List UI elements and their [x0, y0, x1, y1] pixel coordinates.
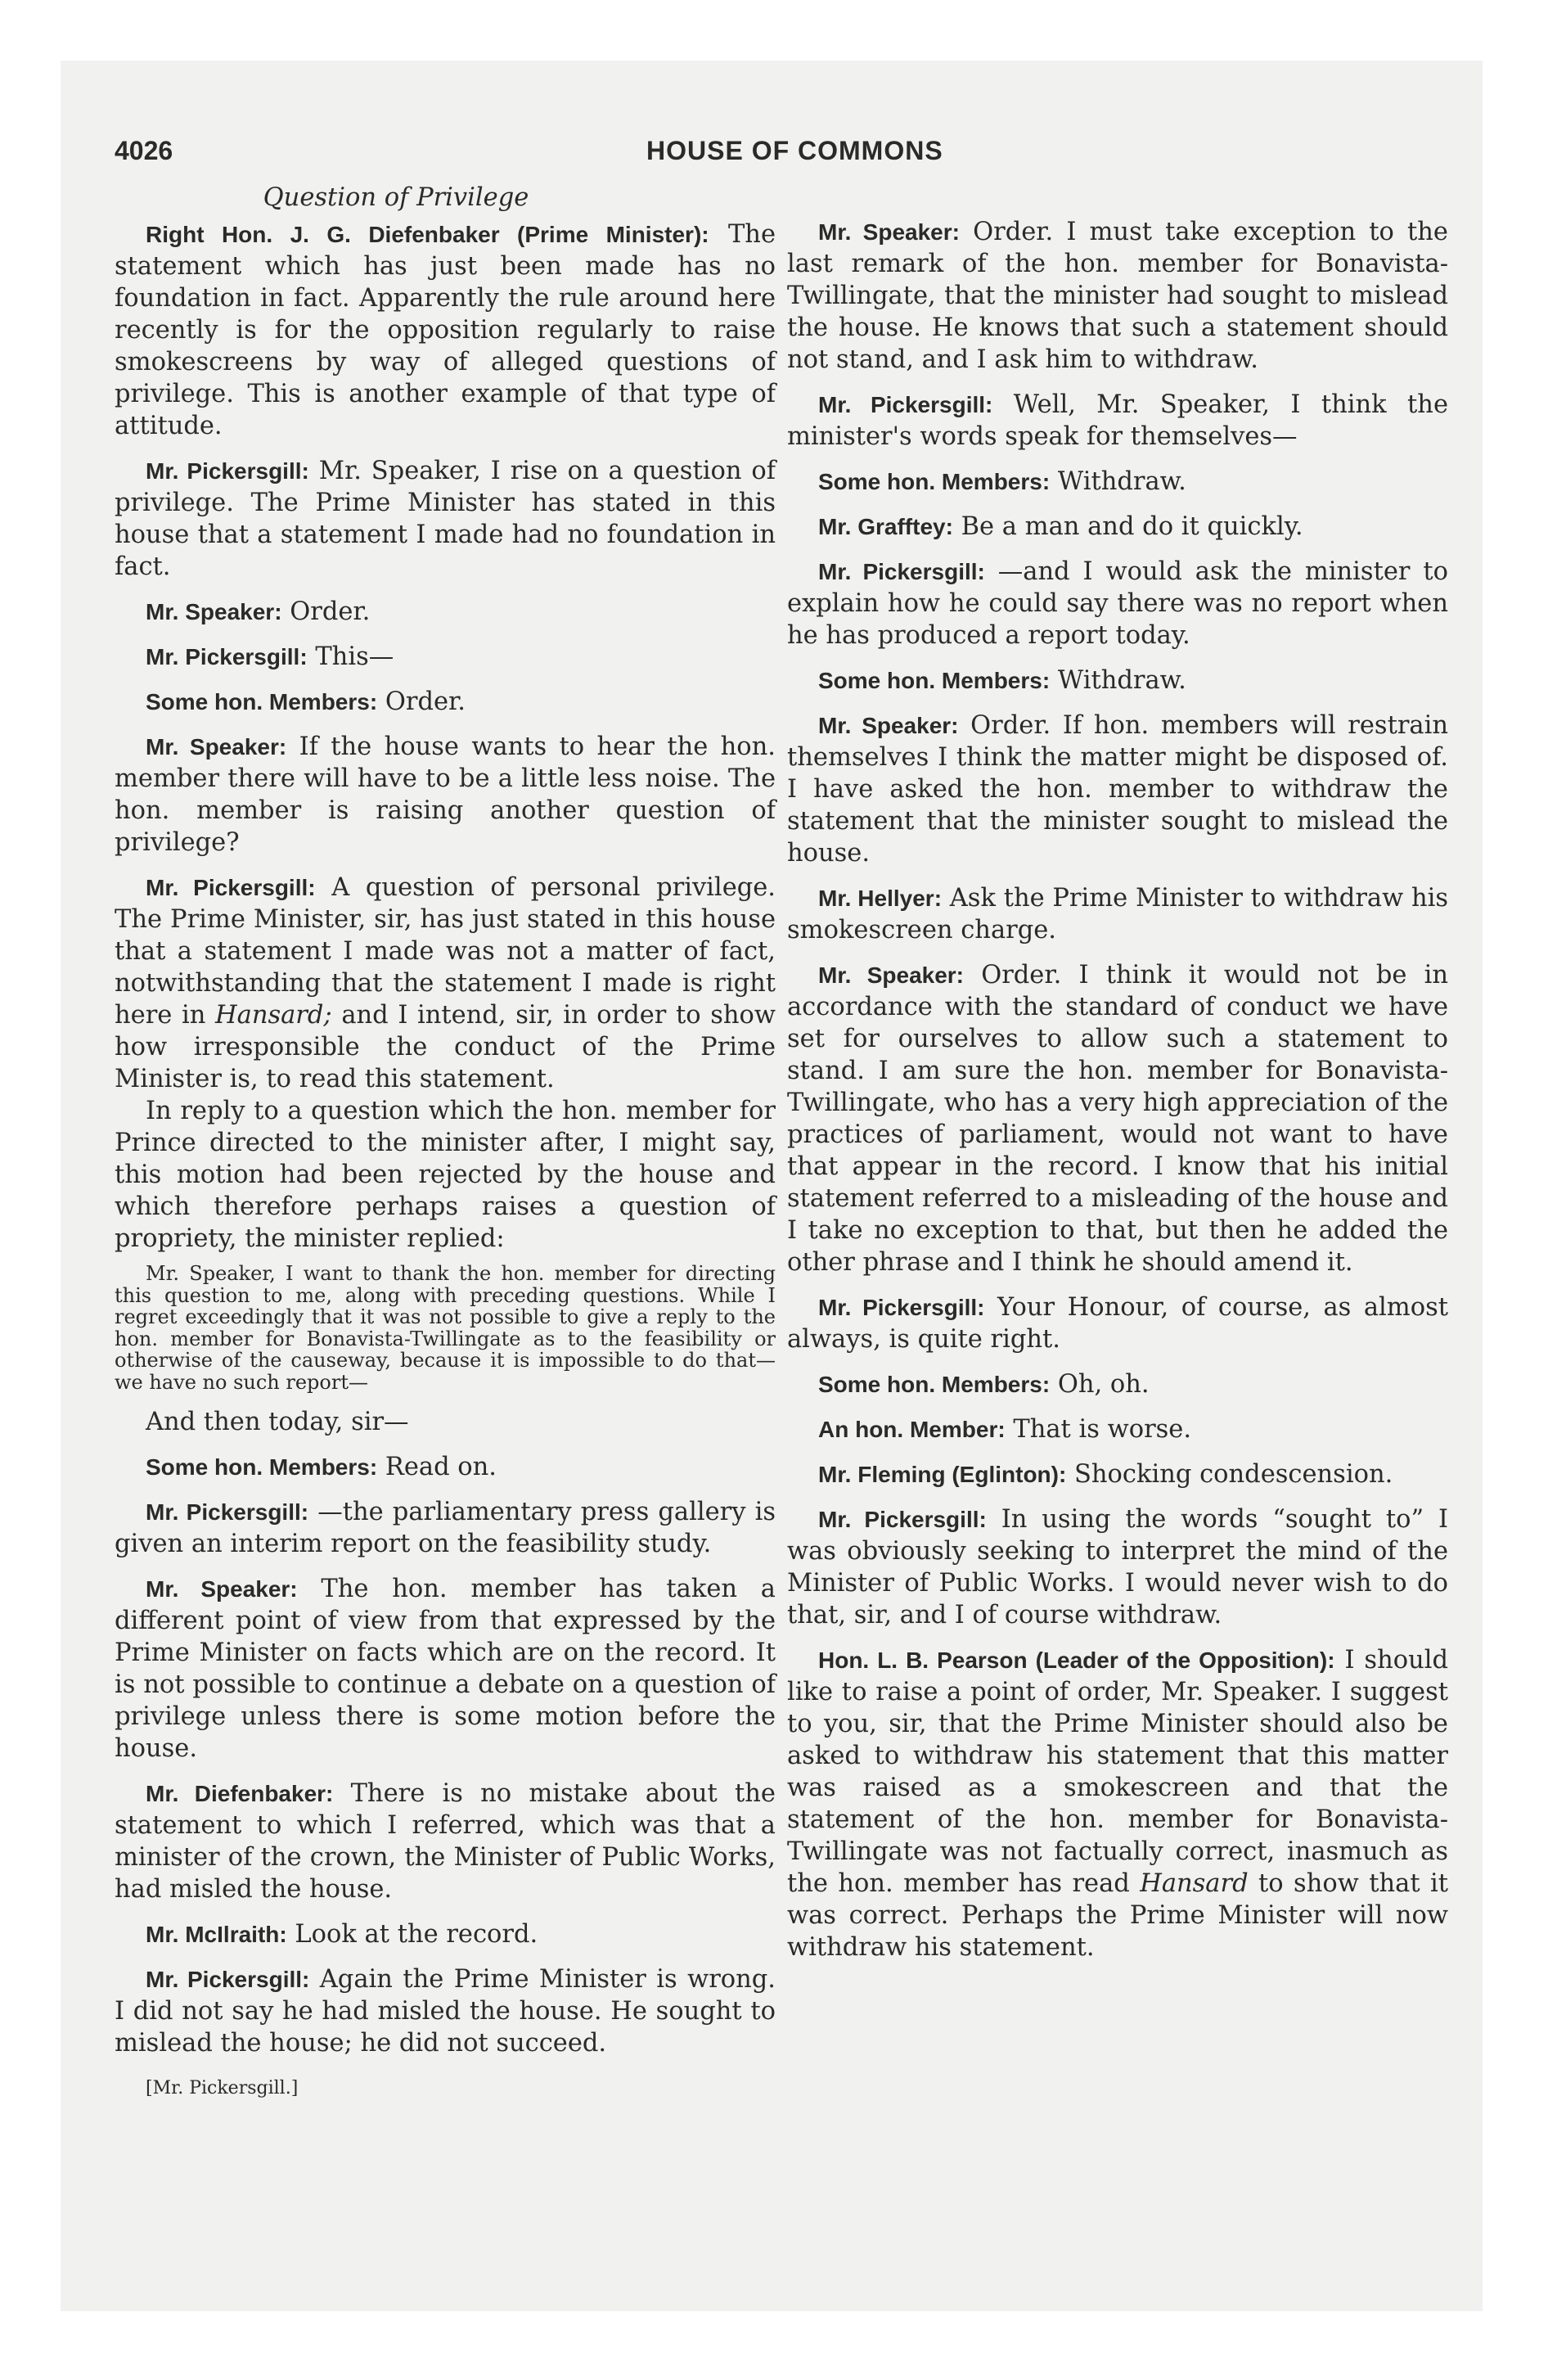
speaker: Mr. Pickersgill: — [146, 1499, 309, 1525]
speech: —the parliamentary press gallery is given an interim report on the feasibility study. — [115, 1498, 776, 1558]
speech: Oh, oh. — [1057, 1370, 1150, 1399]
speaker: Some hon. Members: — [818, 1372, 1051, 1397]
speaker: Mr. Pickersgill: — [146, 1967, 310, 1992]
speech: to show that it was correct. Perhaps the Prime Minister will now withdraw his statement. — [787, 1869, 1449, 1962]
speech: Order. If hon. members will restrain themselves I think the matter might be disposed of. I have asked the hon. member to withdraw the statement that the minister sought to mislead the house. — [787, 711, 1449, 868]
paragraph: In reply to a question which the hon. member for Prince directed to the minister after, I might say, this motion had been rejected by the house and which therefore perhaps raises a question of propriety, the minister replied: — [115, 1097, 776, 1253]
speaker: Mr. Speaker: — [818, 219, 960, 245]
speech: Order. — [385, 687, 466, 716]
hansard-italic: Hansard — [1140, 1869, 1249, 1898]
speech: Your Honour, of course, as almost always, is quite right. — [787, 1293, 1449, 1354]
speech: and I intend, sir, in order to show how irresponsible the conduct of the Prime Minister is, to read this statement. — [115, 1001, 776, 1093]
speaker: Mr. Speaker: — [146, 734, 287, 760]
speaker: Mr. Speaker: — [818, 713, 959, 738]
paragraph — [787, 665, 1448, 696]
paragraph — [115, 1918, 776, 1950]
speaker: Mr. Diefenbaker: — [146, 1781, 334, 1806]
paragraph — [787, 710, 1448, 869]
speech: Read on. — [385, 1453, 497, 1481]
speaker: Mr. Pickersgill: — [818, 392, 993, 417]
speaker: Mr. Pickersgill: — [818, 1507, 987, 1532]
speaker: Some hon. Members: — [818, 668, 1051, 693]
page-sheet — [61, 61, 1483, 2311]
speaker: Some hon. Members: — [818, 469, 1051, 494]
speaker: Mr. Speaker: — [146, 599, 282, 624]
speech: There is no mistake about the statement to which I referred, which was that a minister of the crown, the Minister of Public Works, had misled the house. — [115, 1779, 776, 1904]
speech: The statement which has just been made has no foundation in fact. Apparently the rule around here recently is for the opposition regularly to raise smokescreens by way of alleged questions of privilege. This is another example of that type of attitude. — [115, 220, 776, 440]
speaker: Mr. Pickersgill: — [818, 559, 985, 584]
speaker: Mr. Hellyer: — [818, 886, 943, 911]
speaker: Mr. Speaker: — [818, 962, 965, 988]
speaker: Mr. Pickersgill: — [818, 1295, 985, 1320]
paragraph — [787, 556, 1448, 651]
running-title: HOUSE OF COMMONS — [646, 136, 943, 165]
paragraph — [115, 596, 776, 628]
speaker: Hon. L. B. Pearson (Leader of the Opposition): — [818, 1648, 1335, 1673]
speech: Mr. Speaker, I rise on a question of privilege. The Prime Minister has stated in this house that a statement I made had no foundation in fact. — [115, 457, 776, 581]
speech: Again the Prime Minister is wrong. I did not say he had misled the house. He sought to mislead the house; he did not succeed. — [115, 1965, 776, 2058]
paragraph: And then today, sir— — [146, 1408, 409, 1436]
paragraph — [115, 1963, 776, 2059]
paragraph — [787, 1503, 1448, 1631]
speaker: Mr. Grafftey: — [818, 514, 953, 539]
page-header — [115, 136, 1393, 172]
hansard-italic: Hansard; — [215, 1001, 332, 1030]
paragraph — [115, 1496, 776, 1560]
speaker: Mr. Speaker: — [146, 1576, 298, 1602]
paragraph — [115, 1451, 776, 1483]
speech: The hon. member has taken a different point of view from that expressed by the Prime Minister on facts which are on the record. It is not possible to continue a debate on a question of privilege unless there is some motion before the house. — [115, 1575, 776, 1763]
speaker: Mr. Pickersgill: — [146, 644, 308, 669]
paragraph — [787, 216, 1448, 376]
speech: Withdraw. — [1057, 666, 1186, 695]
left-column — [115, 182, 776, 2104]
speech: —and I would ask the minister to explain how he could say there was no report when he has produced a report today. — [787, 557, 1448, 650]
speech: I should like to raise a point of order, Mr. Speaker. I suggest to you, sir, that the Prime Minister should also be asked to withdraw his statement that this matter was raised as a smokescreen and that the statement of the hon. member for Bonavista-Twillingate was not factually correct, inasmuch as the hon. member has read — [787, 1646, 1449, 1898]
paragraph — [787, 1368, 1448, 1400]
paragraph — [115, 219, 776, 442]
paragraph — [115, 872, 776, 1095]
speech: This— — [315, 642, 394, 671]
page-footer: [Mr. Pickersgill.] — [146, 2078, 299, 2098]
speaker: Mr. Pickersgill: — [146, 458, 309, 484]
paragraph — [787, 511, 1448, 543]
speech: Withdraw. — [1057, 467, 1186, 496]
speech: Order. I must take exception to the last remark of the hon. member for Bonavista-Twillingate, that the minister had sought to mislead the house. He knows that such a statement should not stand, and I ask him to withdraw. — [787, 218, 1448, 374]
page-number: 4026 — [115, 136, 173, 165]
paragraph — [787, 1291, 1448, 1355]
speech: If the house wants to hear the hon. member there will have to be a little less noise. The hon. member is raising another question of privilege? — [115, 732, 776, 857]
paragraph — [787, 1458, 1448, 1490]
speaker: Some hon. Members: — [146, 689, 378, 714]
paragraph — [115, 686, 776, 718]
speech: Shocking condescension. — [1074, 1460, 1393, 1489]
speaker: Mr. Pickersgill: — [146, 875, 316, 900]
speech: Order. I think it would not be in accordance with the standard of conduct we have set for ourselves to allow such a statement to stand. I am sure the hon. member for Bonavista-Twillingate, who has a very high appreciation of the practices of parliament, would not want to have that appear in the record. I know that his initial statement referred to a misleading of the house and I take no exception to that, but then he added the other phrase and I think he should amend it. — [787, 961, 1448, 1277]
right-column — [787, 216, 1448, 1977]
section-subhead: Question of Privilege — [263, 183, 529, 212]
speaker: Right Hon. J. G. Diefenbaker (Prime Minister): — [146, 222, 709, 247]
paragraph — [787, 466, 1448, 498]
speech: Ask the Prime Minister to withdraw his smokescreen charge. — [787, 884, 1448, 944]
paragraph — [115, 1778, 776, 1905]
paragraph — [787, 959, 1448, 1278]
paragraph — [787, 1644, 1448, 1963]
speaker: Mr. McIlraith: — [146, 1922, 287, 1947]
block-quote: Mr. Speaker, I want to thank the hon. member for directing this question to me, along with preceding questions. While I regret exceedingly that it was not possible to give a reply to the hon. member for Bonavista-Twillingate as to the feasibility or otherwise of the causeway, because it is impossible to do that—we have no such report— — [115, 1262, 776, 1394]
paragraph — [787, 882, 1448, 946]
speech: Be a man and do it quickly. — [961, 512, 1303, 541]
speech: In using the words “sought to” I was obviously seeking to interpret the mind of the Minister of Public Works. I would never wish to do that, sir, and I of course withdraw. — [787, 1505, 1448, 1629]
paragraph — [115, 455, 776, 583]
speech: That is worse. — [1013, 1415, 1192, 1444]
speech: Look at the record. — [295, 1920, 538, 1949]
paragraph — [787, 1413, 1448, 1445]
paragraph — [115, 731, 776, 859]
speech: A question of personal privilege. The Prime Minister, sir, has just stated in this house that a statement I made was not a matter of fact, notwithstanding that the statement I made is right here in — [115, 873, 776, 1030]
speaker: Mr. Fleming (Eglinton): — [818, 1462, 1067, 1487]
paragraph — [787, 389, 1448, 453]
speech: Well, Mr. Speaker, I think the minister's words speak for themselves— — [787, 390, 1448, 451]
paragraph — [115, 641, 776, 673]
paragraph — [115, 1573, 776, 1765]
speaker: Some hon. Members: — [146, 1454, 378, 1480]
speech: Order. — [290, 597, 371, 626]
speaker: An hon. Member: — [818, 1417, 1006, 1442]
